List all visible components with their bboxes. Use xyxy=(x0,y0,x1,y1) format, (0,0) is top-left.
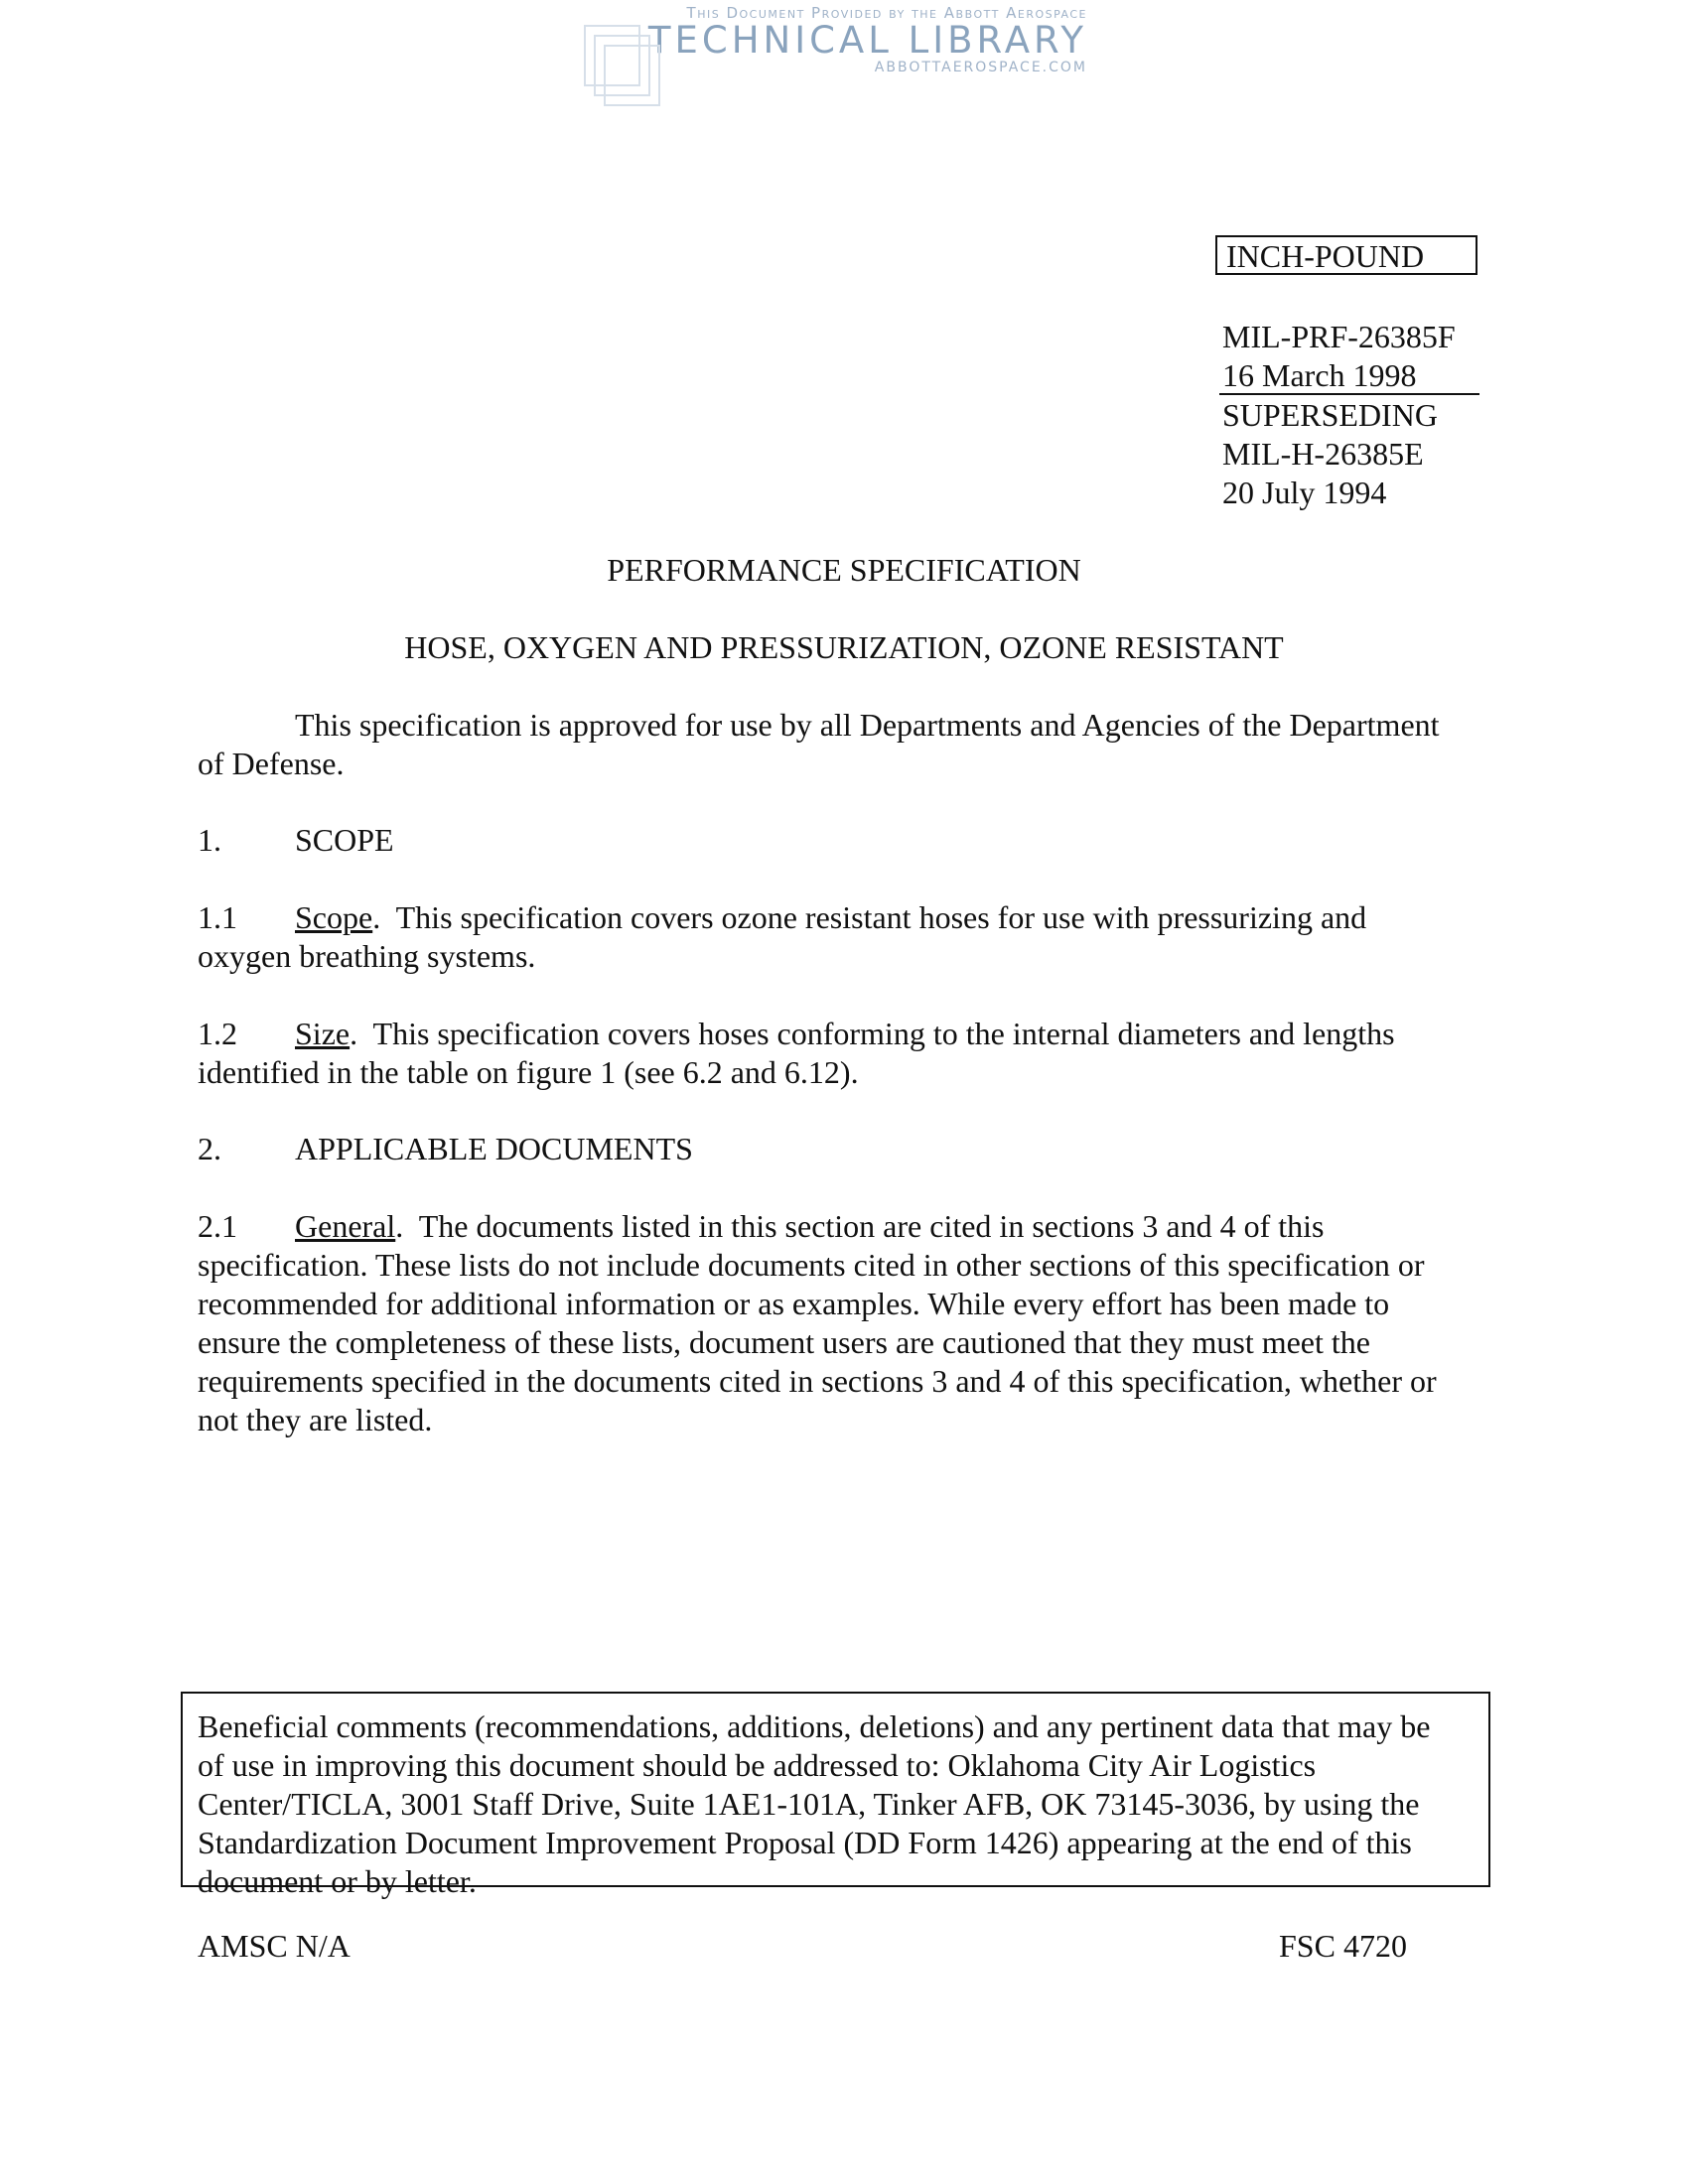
fsc-code: FSC 4720 xyxy=(1279,1928,1407,1964)
section-1-2: 1.2 Size. This specification covers hoses conforming to the internal diameters and lengths identified in the table on figure 1 (see 6.2 and 6.12). xyxy=(198,1016,1395,1090)
approval-statement: This specification is approved for use by all Departments and Agencies of the Department of Defense. xyxy=(198,707,1440,781)
header-rule xyxy=(1219,393,1479,395)
section-2-heading: 2. APPLICABLE DOCUMENTS xyxy=(198,1131,693,1166)
amsc-code: AMSC N/A xyxy=(198,1928,351,1964)
watermark-tagline: This Document Provided by the Abbott Aerospace xyxy=(686,4,1087,22)
doc-number: MIL-PRF-26385F xyxy=(1222,319,1456,354)
section-1-1: 1.1 Scope. This specification covers ozone resistant hoses for use with pressurizing and oxygen breathing systems. xyxy=(198,899,1367,974)
units-badge: INCH-POUND xyxy=(1215,235,1477,275)
doc-date: 16 March 1998 xyxy=(1222,357,1417,393)
pages-icon xyxy=(581,22,660,111)
superseding-label: SUPERSEDING xyxy=(1222,397,1438,433)
watermark-logo xyxy=(571,4,1087,113)
watermark-title: TECHNICAL LIBRARY xyxy=(647,19,1087,62)
doc-subtitle: HOSE, OXYGEN AND PRESSURIZATION, OZONE RESISTANT xyxy=(404,629,1284,665)
comments-box: Beneficial comments (recommendations, additions, deletions) and any pertinent data that may be of use in improving this document should be addressed to: Oklahoma City Air Logistics Center/TICLA, 3001 Staff Drive, Suite 1AE1-101A, Tinker AFB, OK 73145-3036, by using the Standardization Document Improvement Proposal (DD Form 1426) appearing at the end of this document or by letter. xyxy=(181,1692,1490,1887)
section-1-heading: 1. SCOPE xyxy=(198,822,394,858)
section-2-1: 2.1 General. The documents listed in this section are cited in sections 3 and 4 of this specification. These lists do not include documents cited in other sections of this specification or recommended for additional information or as examples. While every effort has been made to ensure the completeness of these lists, document users are cautioned that they must meet the requirements specified in the documents cited in sections 3 and 4 of this specification, whether or not they are listed. xyxy=(198,1208,1437,1437)
superseded-number: MIL-H-26385E xyxy=(1222,436,1424,472)
watermark-url: ABBOTTAEROSPACE.COM xyxy=(874,60,1087,75)
doc-title: PERFORMANCE SPECIFICATION xyxy=(607,552,1081,588)
superseded-date: 20 July 1994 xyxy=(1222,475,1387,510)
